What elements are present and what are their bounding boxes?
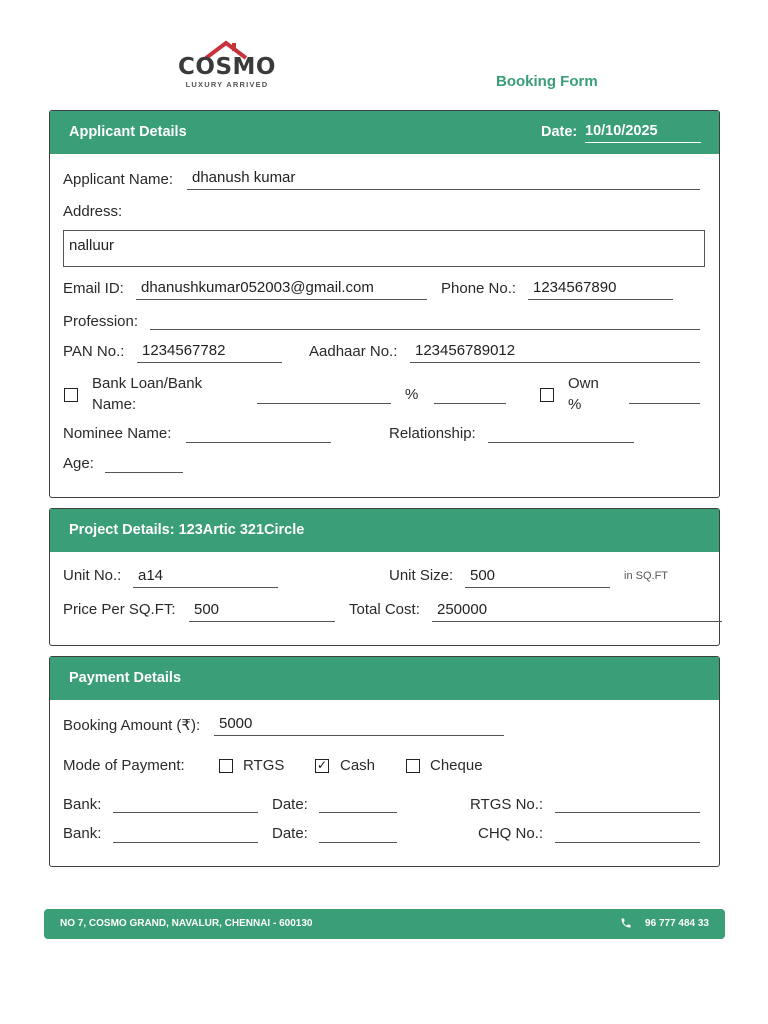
date-label: Date: xyxy=(541,124,578,140)
payment-section-header xyxy=(50,657,719,700)
chq-no-label: CHQ No.: xyxy=(478,825,544,842)
company-logo xyxy=(172,40,282,90)
applicant-name-label: Applicant Name: xyxy=(63,171,174,188)
age-label: Age: xyxy=(63,455,94,472)
nominee-label: Nominee Name: xyxy=(63,425,172,442)
applicant-name-field[interactable]: dhanush kumar xyxy=(187,168,700,190)
section-title: Project Details: 123Artic 321Circle xyxy=(69,522,305,538)
nominee-field[interactable] xyxy=(186,421,331,443)
profession-field[interactable] xyxy=(150,308,700,330)
aadhaar-field[interactable]: 123456789012 xyxy=(410,341,700,363)
rtgs-checkbox[interactable] xyxy=(219,759,233,773)
own-label-2: % xyxy=(568,396,582,413)
unit-size-unit: in SQ.FT xyxy=(624,570,669,582)
payment-date-field-2[interactable] xyxy=(319,821,397,843)
total-cost-label: Total Cost: xyxy=(349,601,420,618)
email-field[interactable]: dhanushkumar052003@gmail.com xyxy=(136,278,427,300)
bank-label: Bank: xyxy=(63,825,102,842)
rtgs-option-label: RTGS xyxy=(243,757,285,774)
bank-field[interactable] xyxy=(113,791,258,813)
section-title: Payment Details xyxy=(69,670,182,686)
age-field[interactable] xyxy=(105,451,183,473)
logo-text: COSMO xyxy=(178,54,276,80)
cash-option-label: Cash xyxy=(340,757,376,774)
date-field[interactable]: 10/10/2025 xyxy=(585,123,701,143)
footer-bar xyxy=(44,909,725,939)
unit-size-label: Unit Size: xyxy=(389,567,454,584)
booking-amount-label: Booking Amount (₹): xyxy=(63,717,201,734)
rtgs-no-field[interactable] xyxy=(555,791,700,813)
own-label: Own xyxy=(568,375,599,392)
bank-loan-label: Bank Loan/Bank xyxy=(92,375,203,392)
percent-field[interactable] xyxy=(434,382,506,404)
logo-tagline: LUXURY ARRIVED xyxy=(185,80,269,89)
applicant-section-header xyxy=(50,111,719,154)
relationship-field[interactable] xyxy=(488,421,634,443)
form-title: Booking Form xyxy=(496,73,598,90)
bank-label: Bank: xyxy=(63,796,102,813)
bank-loan-label-2: Name: xyxy=(92,396,137,413)
bank-loan-field[interactable] xyxy=(257,382,391,404)
total-cost-field[interactable]: 250000 xyxy=(432,600,722,622)
pan-field[interactable]: 1234567782 xyxy=(137,341,282,363)
footer-address: NO 7, COSMO GRAND, NAVALUR, CHENNAI - 600130 xyxy=(60,918,313,929)
cheque-checkbox[interactable] xyxy=(406,759,420,773)
address-field[interactable]: nalluur xyxy=(63,230,705,267)
footer-phone: 96 777 484 33 xyxy=(645,918,709,929)
own-checkbox[interactable] xyxy=(540,388,554,402)
phone-icon xyxy=(620,917,632,929)
phone-field[interactable]: 1234567890 xyxy=(528,278,673,300)
percent-label: % xyxy=(405,386,419,403)
price-per-sqft-field[interactable]: 500 xyxy=(189,600,335,622)
profession-label: Profession: xyxy=(63,313,139,330)
unit-size-field[interactable]: 500 xyxy=(465,566,610,588)
own-field[interactable] xyxy=(629,382,700,404)
relationship-label: Relationship: xyxy=(389,425,476,442)
date-label: Date: xyxy=(272,796,308,813)
payment-date-field[interactable] xyxy=(319,791,397,813)
pan-label: PAN No.: xyxy=(63,343,125,360)
booking-amount-field[interactable]: 5000 xyxy=(214,714,504,736)
unit-no-label: Unit No.: xyxy=(63,567,122,584)
cash-checkbox[interactable]: ✓ xyxy=(316,758,328,772)
date-label: Date: xyxy=(272,825,308,842)
phone-label: Phone No.: xyxy=(441,280,517,297)
price-per-sqft-label: Price Per SQ.FT: xyxy=(63,601,176,618)
email-label: Email ID: xyxy=(63,280,124,297)
mode-of-payment-label: Mode of Payment: xyxy=(63,757,185,774)
bank-loan-checkbox[interactable] xyxy=(64,388,78,402)
cheque-option-label: Cheque xyxy=(430,757,483,774)
project-section-header xyxy=(50,509,719,552)
rtgs-no-label: RTGS No.: xyxy=(470,796,544,813)
chq-no-field[interactable] xyxy=(555,821,700,843)
aadhaar-label: Aadhaar No.: xyxy=(309,343,398,360)
section-title: Applicant Details xyxy=(69,124,187,140)
address-label: Address: xyxy=(63,203,123,220)
bank-field-2[interactable] xyxy=(113,821,258,843)
unit-no-field[interactable]: a14 xyxy=(133,566,278,588)
